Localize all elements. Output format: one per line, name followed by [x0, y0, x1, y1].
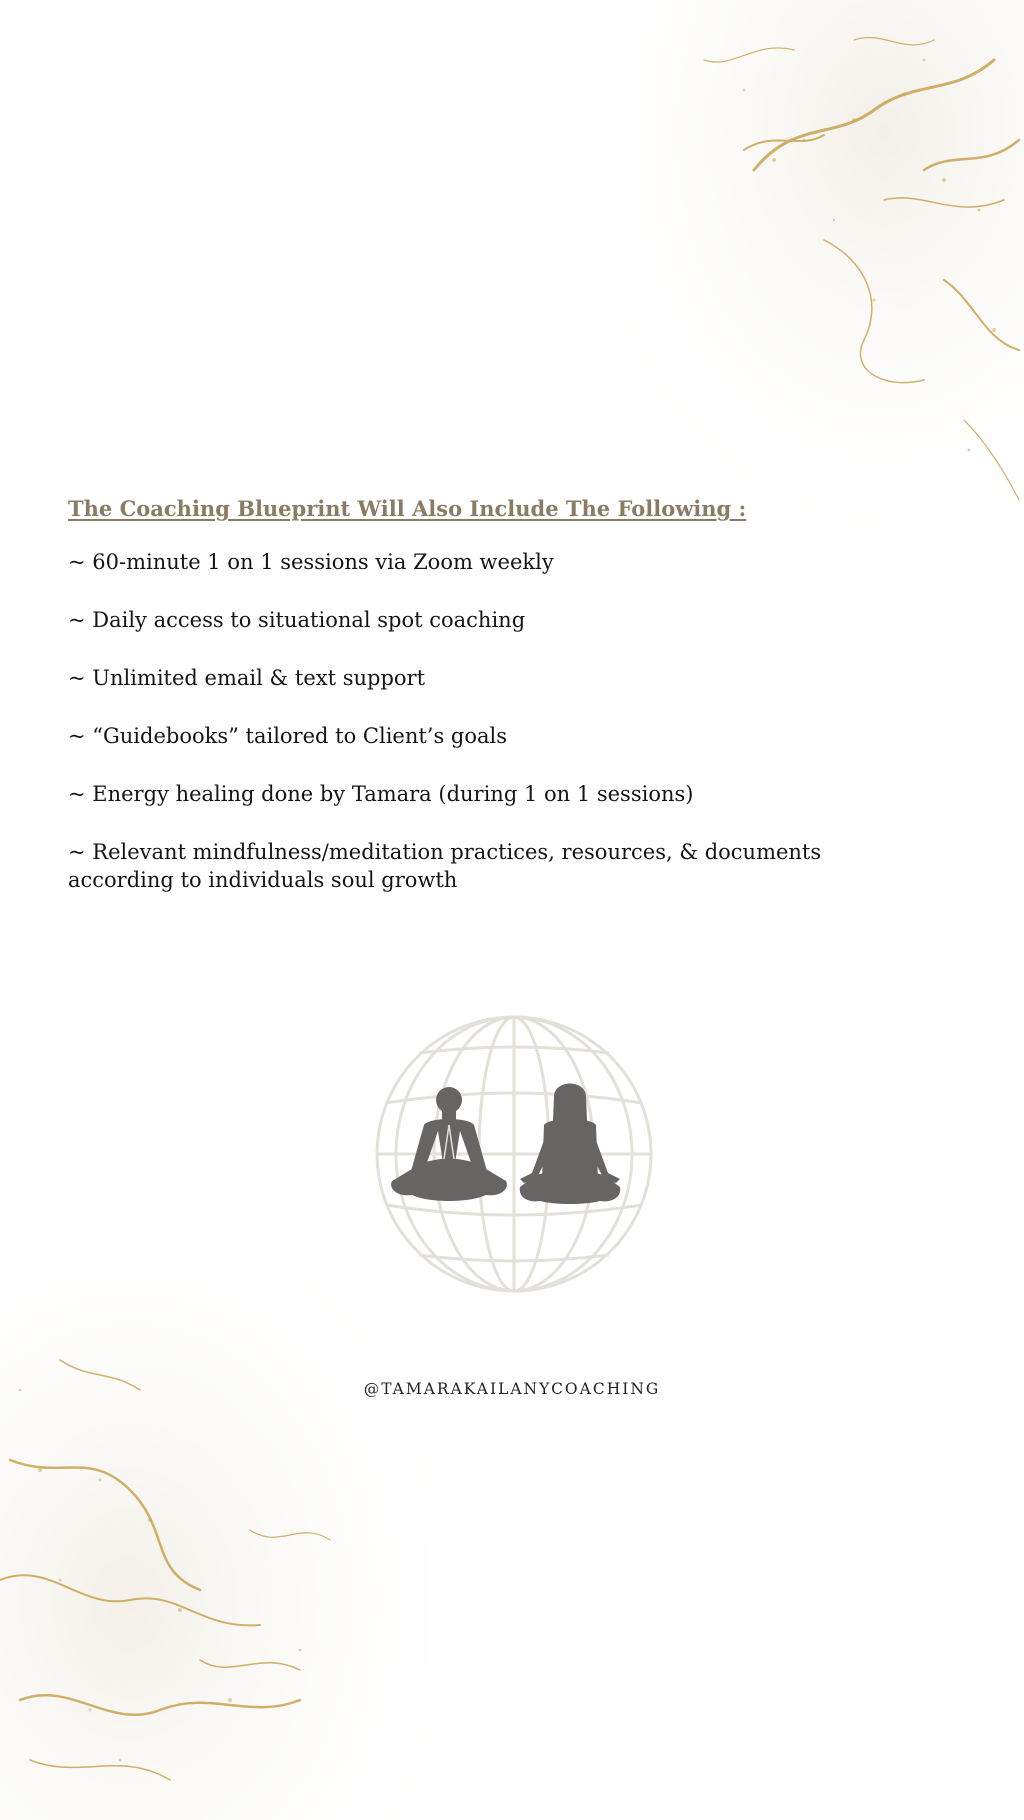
list-item: ~ “Guidebooks” tailored to Client’s goals: [68, 724, 508, 749]
gold-glitter-top-decoration: [624, 0, 1024, 530]
list-item: ~ 60-minute 1 on 1 sessions via Zoom weekly: [68, 550, 554, 575]
content-block: [68, 496, 948, 924]
section-heading: The Coaching Blueprint Will Also Include The Following :: [68, 496, 747, 521]
gold-glitter-bottom-decoration: [0, 1280, 430, 1820]
list-item: ~ Daily access to situational spot coaching: [68, 608, 526, 633]
list-item: ~ Relevant mindfulness/meditation practices, resources, & documents according to individuals soul growth: [68, 840, 822, 893]
list-item: ~ Energy healing done by Tamara (during 1 on 1 sessions): [68, 782, 694, 807]
list-item: ~ Unlimited email & text support: [68, 666, 426, 691]
feature-list: [68, 548, 948, 894]
globe-meditation-logo-icon: [374, 1013, 654, 1295]
social-handle: @TAMARAKAILANYCOACHING: [363, 1380, 661, 1398]
